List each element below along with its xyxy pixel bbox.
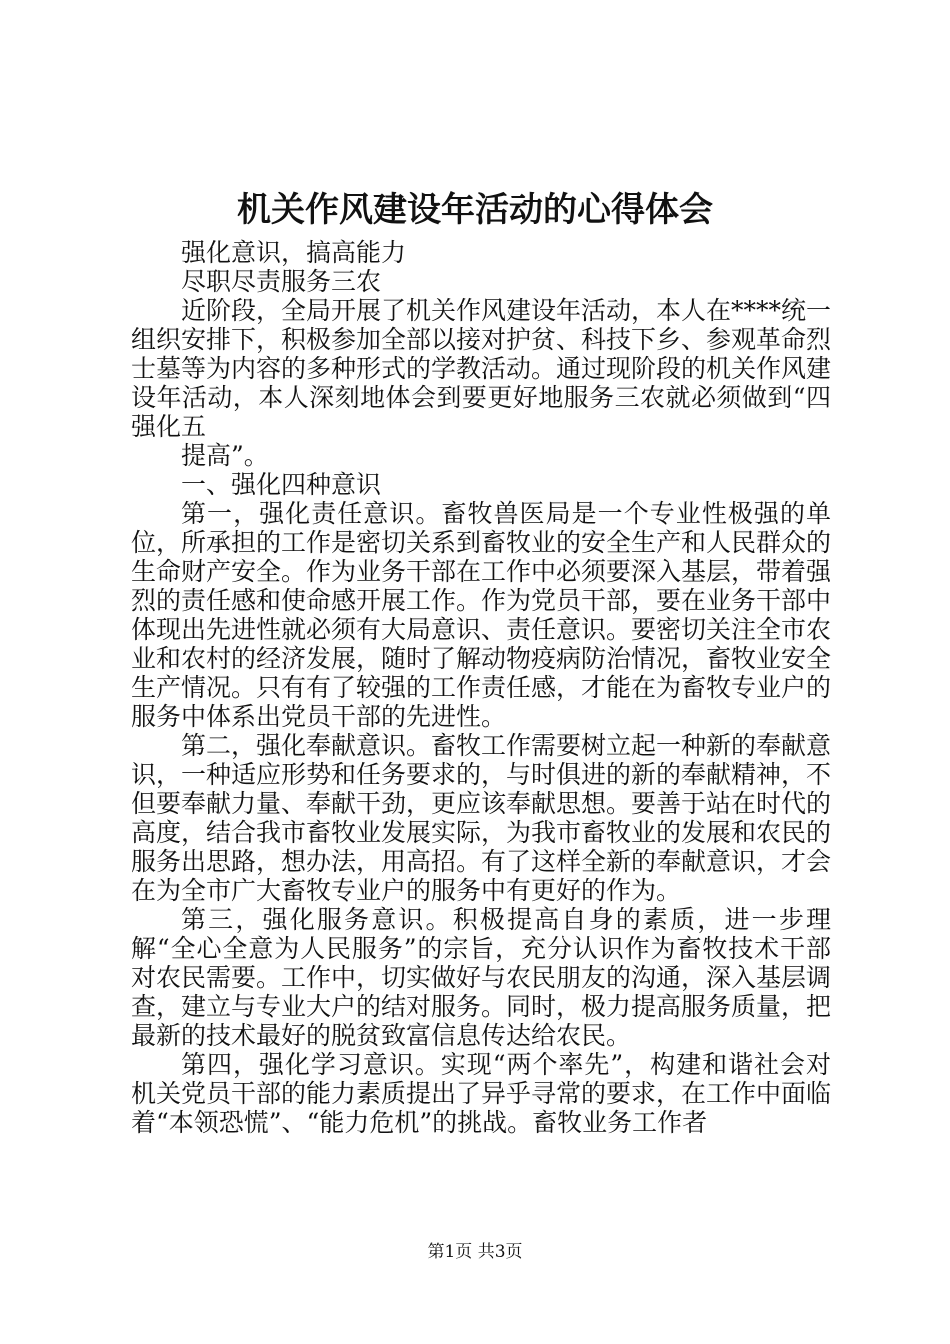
paragraph: 强化意识，搞高能力 xyxy=(181,238,407,267)
paragraph: 第三，强化服务意识。积极提高自身的素质，进一步理解“全心全意为人民服务”的宗旨，充分认识作为畜牧技术干部对农民需要。工作中，切实做好与农民朋友的沟通，深入基层调查，建立与专业大户的结对服务。同时，极力提高服务质量，把最新的技术最好的脱贫致富信息传达给农民。 xyxy=(131,905,832,1050)
paragraph: 一、强化四种意识 xyxy=(181,470,382,499)
page-number-footer: 第1页 共3页 xyxy=(427,1242,523,1262)
paragraph: 第一，强化责任意识。畜牧兽医局是一个专业性极强的单位，所承担的工作是密切关系到畜牧业的安全生产和人民群众的生命财产安全。作为业务干部在工作中必须要深入基层，带着强烈的责任感和使命感开展工作。作为党员干部，要在业务干部中体现出先进性就必须有大局意识、责任意识。要密切关注全市农业和农村的经济发展，随时了解动物疫病防治情况，畜牧业安全生产情况。只有有了较强的工作责任感，才能在为畜牧专业户的服务中体系出党员干部的先进性。 xyxy=(131,499,832,731)
paragraph: 提高”。 xyxy=(181,441,269,470)
document-body xyxy=(131,238,831,1137)
paragraph: 第四，强化学习意识。实现“两个率先”，构建和谐社会对机关党员干部的能力素质提出了异乎寻常的要求，在工作中面临着“本领恐慌”、“能力危机”的挑战。畜牧业务工作者 xyxy=(131,1050,832,1137)
paragraph: 近阶段，全局开展了机关作风建设年活动，本人在****统一组织安排下，积极参加全部以接对护贫、科技下乡、参观革命烈士墓等为内容的多种形式的学教活动。通过现阶段的机关作风建设年活动，本人深刻地体会到要更好地服务三农就必须做到“四强化五 xyxy=(131,296,832,441)
paragraph: 第二，强化奉献意识。畜牧工作需要树立起一种新的奉献意识，一种适应形势和任务要求的，与时俱进的新的奉献精神，不但要奉献力量、奉献干劲，更应该奉献思想。要善于站在时代的高度，结合我市畜牧业发展实际，为我市畜牧业的发展和农民的服务出思路，想办法，用高招。有了这样全新的奉献意识，才会在为全市广大畜牧专业户的服务中有更好的作为。 xyxy=(131,731,832,905)
paragraph: 尽职尽责服务三农 xyxy=(181,267,382,296)
document-title: 机关作风建设年活动的心得体会 xyxy=(237,190,713,230)
